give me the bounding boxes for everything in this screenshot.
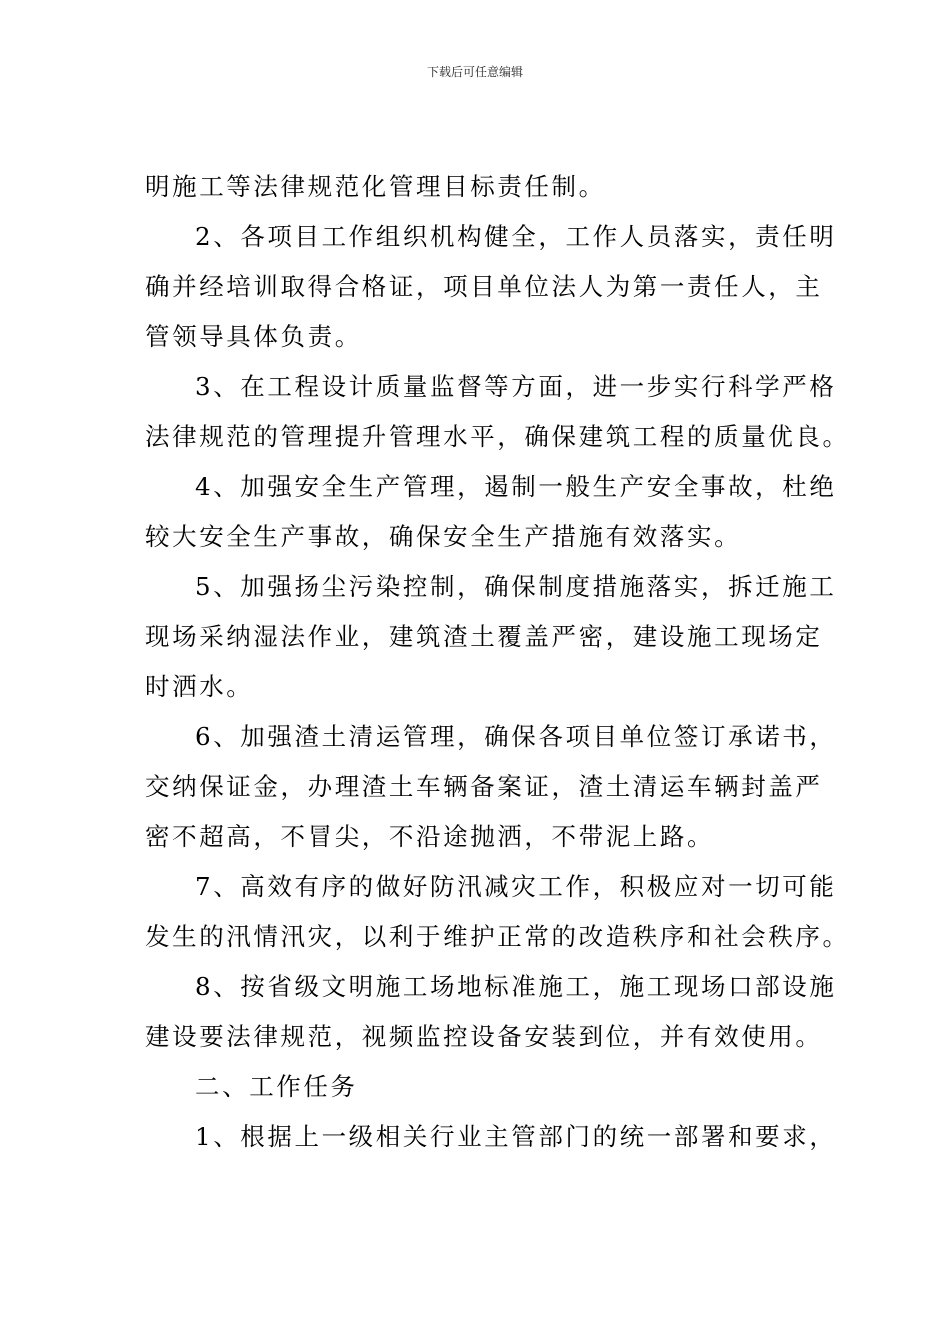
text-line: 1、根据上一级相关行业主管部门的统一部署和要求， [195,1122,837,1151]
text-line: 密不超高，不冒尖，不沿途抛洒，不带泥上路。 [145,822,715,851]
paragraph [145,162,810,212]
text-line: 时洒水。 [145,672,254,701]
text-line: 法律规范的管理提升管理水平，确保建筑工程的质量优良。 [145,422,850,451]
text-line: 管领导具体负责。 [145,322,362,351]
text-line: 确并经培训取得合格证，项目单位法人为第一责任人，主 [145,272,823,301]
paragraph [145,362,850,462]
paragraph [145,562,837,712]
paragraph [145,1112,837,1162]
paragraph [145,212,837,362]
text-line: 现场采纳湿法作业，建筑渣土覆盖严密，建设施工现场定 [145,622,823,651]
paragraph [145,1062,810,1112]
paragraph [145,712,837,862]
text-line: 交纳保证金，办理渣土车辆备案证，渣土清运车辆封盖严 [145,772,823,801]
text-line: 2、各项目工作组织机构健全，工作人员落实，责任明 [195,222,837,251]
text-line: 明施工等法律规范化管理目标责任制。 [145,172,606,201]
text-line: 6、加强渣土清运管理，确保各项目单位签订承诺书， [195,722,837,751]
page-header: 下载后可任意编辑 [426,65,523,79]
text-line: 二、工作任务 [195,1072,358,1101]
paragraph [145,462,837,562]
paragraph [145,862,850,962]
text-line: 建设要法律规范，视频监控设备安装到位，并有效使用。 [145,1022,823,1051]
text-line: 3、在工程设计质量监督等方面，进一步实行科学严格 [195,372,837,401]
text-line: 较大安全生产事故，确保安全生产措施有效落实。 [145,522,742,551]
text-line: 4、加强安全生产管理，遏制一般生产安全事故，杜绝 [195,472,837,501]
text-line: 8、按省级文明施工场地标准施工，施工现场口部设施 [195,972,837,1001]
document-body [145,162,850,1162]
text-line: 5、加强扬尘污染控制，确保制度措施落实，拆迁施工 [195,572,837,601]
text-line: 发生的汛情汛灾，以利于维护正常的改造秩序和社会秩序。 [145,922,850,951]
text-line: 7、高效有序的做好防汛减灾工作，积极应对一切可能 [195,872,837,901]
paragraph [145,962,837,1062]
